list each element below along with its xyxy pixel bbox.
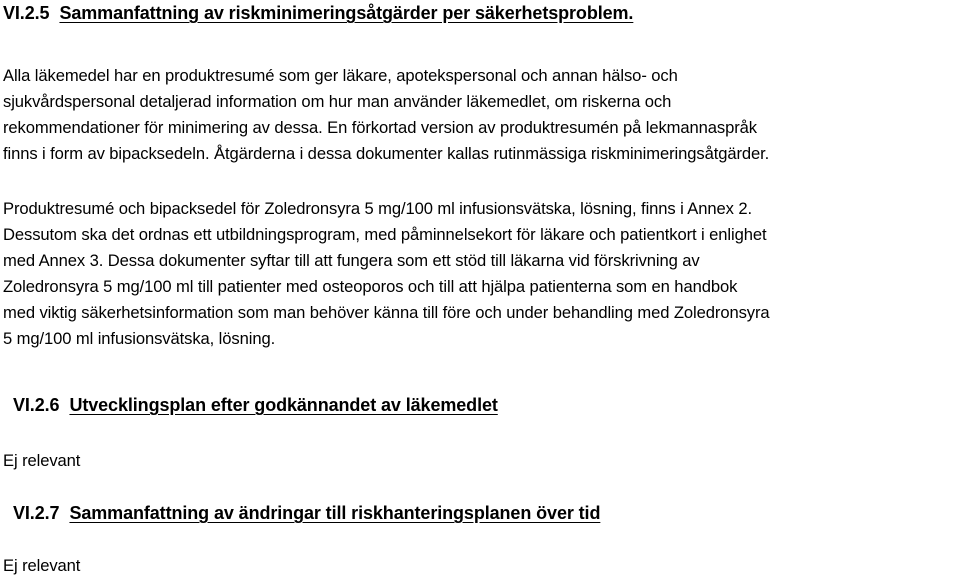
paragraph-line: rekommendationer för minimering av dessa. En förkortad version av produktresumén på lekmannaspråk	[3, 118, 757, 137]
section-number: VI.2.6	[13, 395, 60, 415]
paragraph-line: med viktig säkerhetsinformation som man behöver känna till före och under behandling med Zoledronsyra	[3, 303, 770, 322]
paragraph-line: sjukvårdspersonal detaljerad information om hur man använder läkemedlet, om riskerna och	[3, 92, 672, 111]
not-applicable-text: Ej relevant	[3, 556, 81, 575]
not-applicable-text: Ej relevant	[3, 451, 81, 470]
paragraph-line: 5 mg/100 ml infusionsvätska, lösning.	[3, 329, 276, 348]
section-heading-vi-2-7	[13, 500, 600, 526]
section-title: Sammanfattning av riskminimeringsåtgärder per säkerhetsproblem.	[59, 3, 634, 23]
section-number: VI.2.7	[13, 503, 60, 523]
paragraph-line: Dessutom ska det ordnas ett utbildningsprogram, med påminnelsekort för läkare och patientkort i enlighet	[3, 225, 767, 244]
paragraph-line: Produktresumé och bipacksedel för Zoledronsyra 5 mg/100 ml infusionsvätska, lösning, finns i Annex 2.	[3, 199, 752, 218]
section-title: Utvecklingsplan efter godkännandet av läkemedlet	[69, 395, 498, 415]
paragraph-line: med Annex 3. Dessa dokumenter syftar till att fungera som ett stöd till läkarna vid förskrivning av	[3, 251, 700, 270]
section-number: VI.2.5	[3, 3, 50, 23]
paragraph-educational-programme	[3, 196, 770, 352]
section-title: Sammanfattning av ändringar till riskhanteringsplanen över tid	[69, 503, 601, 523]
section-heading-vi-2-6	[13, 392, 498, 418]
paragraph-line: Alla läkemedel har en produktresumé som ger läkare, apotekspersonal och annan hälso- och	[3, 66, 678, 85]
paragraph-line: Zoledronsyra 5 mg/100 ml till patienter med osteoporos och till att hjälpa patienterna som en handbok	[3, 277, 738, 296]
paragraph-routine-risk-minimisation	[3, 63, 769, 167]
paragraph-line: finns i form av bipacksedeln. Åtgärderna i dessa dokumenter kallas rutinmässiga riskminimeringsåtgärder.	[3, 144, 770, 163]
section-heading-vi-2-5	[3, 0, 633, 26]
